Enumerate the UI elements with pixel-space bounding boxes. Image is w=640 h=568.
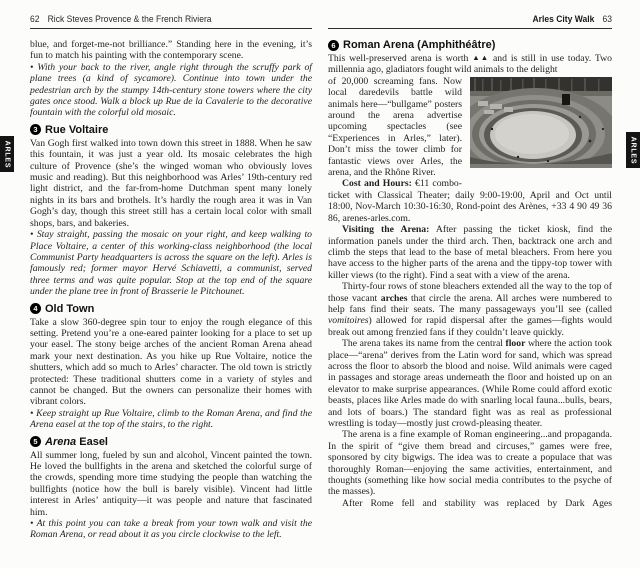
page-number-right: 63 (602, 14, 612, 25)
walking-directions-1: • With your back to the river, angle right through the scruffy park of plane trees (a kind of sycamore). Continue into town under the pedestrian arch by the stumpy 14th-century stone towers where the city gates once stood. Walk a block up Rue de la Cavalerie to the decorative fountain with the colorful old mosaic. (30, 61, 312, 119)
tab-label: ARLES (629, 136, 637, 164)
section-heading-rue-voltaire (30, 124, 312, 136)
section-heading-arena-easel (30, 436, 312, 448)
stop-number-4-icon: 4 (30, 303, 41, 314)
paragraph-old-town: Take a slow 360-degree spin tour to enjoy the rough elegance of this setting. Pretend you’re a one-eared painter looking for a place to set up your easel. The stony beige arches of the ancient Roman Arena ahead mark your next destination. As you hike up Rue Voltaire, notice the shutters, which add so much to Arles’ character. The old town is strictly protected: These traditional shutters come in a variety of styles and cannot be changed. But the owners can personalize their homes with vibrant colors. (30, 316, 312, 408)
paragraph-cost-hours: Cost and Hours: €11 combo-ticket with Classical Theater; daily 9:00-19:00, April and Oct until 18:00, Nov-March 10:30-16:30, Rond-point des Arènes, +33 4 90 49 36 86, arenes-arles.com. (328, 178, 612, 224)
paragraph-after-rome: After Rome fell and stability was replaced by Dark Ages (342, 497, 612, 509)
paragraph-arena-easel: All summer long, fueled by sun and alcohol, Vincent painted the town. He loved the bullfights in the arena and sketched the colorful surge of the crowds, spending more time studying the people than watching the bullfights (notice how the bull is barely visible). Vincent had little interest in Arles’ antiquity—it was people and nature that fascinated him. (30, 449, 312, 518)
tab-label: ARLES (3, 140, 11, 168)
running-head-right (356, 14, 612, 25)
section-heading-label: Arena Easel (45, 435, 108, 448)
paragraph-arena-wrap-text: of 20,000 screaming fans. Now local daredevils battle wild animals here—“bullgame” posters around the arena advertise upcoming spectacles (see “Experiences in Arles,” later). Don’t miss the tower climb for fantastic views over Arles, the arena, and the Rhône River. (328, 75, 462, 179)
walking-directions-2: • Stay straight, passing the mosaic on your right, and keep walking to Place Voltaire, a center of this working-class neighborhood (the local Communist Party headquarters is across the square on the left). Arles is famously red; former mayor Hervé Schiavetti, a communist, served three terms and was quite popular. Stop at the top end of the square under the plane tree in front of Brasserie le Pitchounet. (30, 229, 312, 298)
arles-section-tab-left (0, 136, 14, 172)
paragraph-arena-wrap (328, 76, 612, 179)
section-heading-label: Old Town (45, 302, 95, 315)
paragraph-visiting: Visiting the Arena: After passing the ticket kiosk, find the information panels under the third arch. Then, backtrack one arch and climb the steps that lead to the base of metal bleachers. From here you have access to the higher parts of the arena and the tippy-top tower with killer views (to the right). Find a seat with a view of the arena. (328, 224, 612, 281)
paragraph-bleacher-rows: Thirty-four rows of stone bleachers extended all the way to the top of those vacant arches that circle the arena. All arches were numbered to help fans find their seats. The many passageways you’ll see (called vomitoires) allowed for rapid dispersal after the games—fights would break out among frenzied fans if they couldn’t leave quickly. (328, 281, 612, 338)
header-rule-left (30, 28, 312, 29)
paragraph-continuation: blue, and forget-me-not brilliance.” Standing here in the evening, it’s fun to match his painting with the contemporary scene. (30, 39, 312, 62)
running-head-left (30, 14, 284, 25)
paragraph-propaganda: The arena is a fine example of Roman engineering...and propaganda. In the spirit of “give them bread and circuses,” games were free, sponsored by city bigwigs. The idea was to create a populace that was thoroughly Roman—enjoying the same activities, entertainment, and thoughts (something like how social media contributes to the psyche of the masses). (328, 429, 612, 498)
page-left (30, 14, 312, 541)
book-title: Rick Steves Provence & the French Riviera (47, 14, 212, 25)
page-number-left: 62 (30, 14, 40, 25)
walking-directions-3: • Keep straight up Rue Voltaire, climb to the Roman Arena, and find the Arena easel at the top of the stairs, to the right. (30, 407, 312, 431)
paragraph-rue-voltaire: Van Gogh first walked into town down this street in 1888. When he saw this fountain, it was just a year old. Its mosaic celebrates the high culture of Provence (she’s the winged woman who obviously loves music and reading). But this neighborhood was Arles’ 19th-century red light district, and the far-from-home Dutchman spent many lonely nights in its bars and brothels. It’s hardly the rough area it was in Van Gogh’s day, though this street still has a certain local color with small shops, bars, and bakeries. (30, 137, 312, 229)
page-right (328, 14, 612, 509)
stop-number-5-icon: 5 (30, 436, 41, 447)
section-heading-label: Rue Voltaire (45, 123, 109, 136)
roman-arena-photo (470, 77, 612, 168)
section-heading-roman-arena (328, 39, 612, 51)
stop-number-3-icon: 3 (30, 124, 41, 135)
paragraph-arena-floor: The arena takes its name from the central floor where the action took place—“arena” derives from the Latin word for sand, which was spread across the floor to absorb the blood and noise. Wild animals were caged in passages and storage areas underneath the floor and hoisted up on an elevator to make surprise appearances. (While Rome could afford exotic beasts, places like Arles made do with snarling local fauna...bulls, bears, and lots of boars.) The standard fight was as real as professional wrestling is today—mostly just crowd-pleasing theater. (328, 338, 612, 429)
header-rule-right (328, 28, 612, 29)
walking-directions-4: • At this point you can take a break from your town walk and visit the Roman Arena, or read about it as you circle clockwise to the left. (30, 518, 312, 541)
section-heading-label: Roman Arena (Amphithéâtre) (343, 39, 496, 51)
stop-number-6-icon: 6 (328, 40, 339, 51)
arles-section-tab-right (626, 132, 640, 168)
section-heading-old-town (30, 303, 312, 315)
paragraph-arena-intro: This well-preserved arena is worth ▲▲ and is still in use today. Two millennia ago, gladiators fought wild animals to the delight (328, 53, 613, 76)
chapter-title: Arles City Walk (532, 14, 595, 25)
